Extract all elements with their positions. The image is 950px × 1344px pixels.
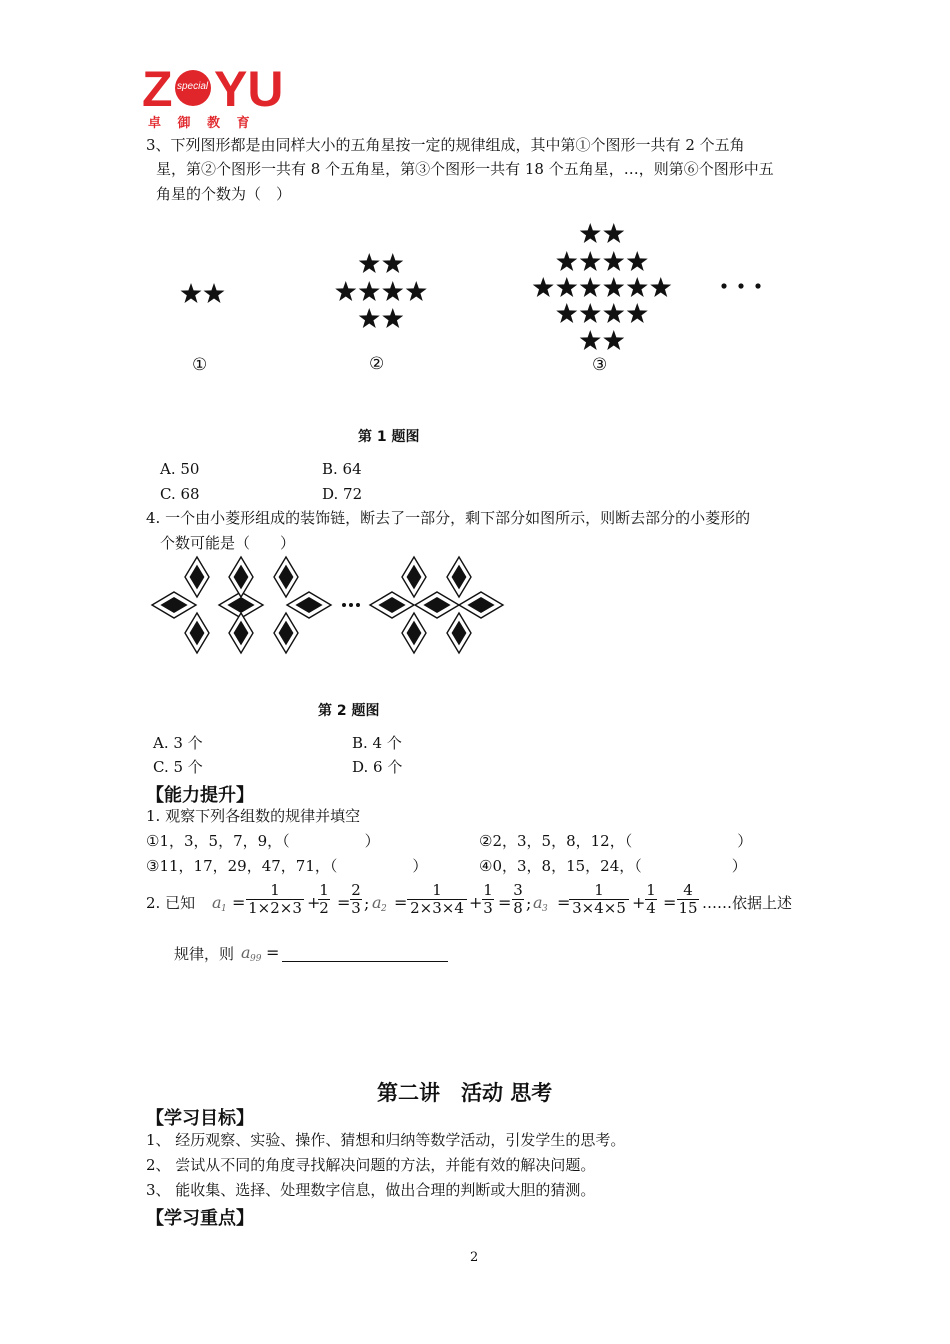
star-icon (382, 308, 403, 328)
rhombus-chain-figure (0, 555, 950, 655)
frac-8-den: 4 (646, 899, 656, 917)
page-number: 2 (470, 1250, 479, 1265)
frac-2-den: 2 (319, 899, 329, 917)
q4-option-c[interactable]: C. 5 个 (153, 758, 203, 776)
star-icon (382, 253, 403, 273)
logo-z: Z (142, 61, 173, 117)
q3-caption: 第 1 题图 (358, 429, 420, 445)
star-icon (603, 303, 624, 323)
a3-symbol: a (533, 893, 543, 912)
star-icon (359, 253, 380, 273)
plus-1: + (307, 893, 321, 912)
a1-symbol: a (212, 893, 222, 912)
frac-4-den: 2×3×4 (410, 899, 464, 917)
star-icon (335, 281, 356, 301)
eq-6: = (663, 893, 677, 912)
star-icon (556, 251, 577, 271)
frac-5 (482, 882, 494, 917)
a99-symbol: a (241, 943, 251, 962)
frac-3-den: 3 (351, 899, 361, 917)
frac-1-den: 1×2×3 (248, 899, 302, 917)
formula-tail: ……依据上述 (702, 894, 793, 912)
frac-6 (512, 882, 524, 917)
a1-sub: 1 (221, 904, 227, 914)
eq-1: = (232, 893, 246, 912)
logo-chinese: 卓 御 教 育 (148, 116, 256, 131)
q4-option-b[interactable]: B. 4 个 (352, 734, 402, 752)
frac-5-den: 3 (483, 899, 493, 917)
frac-7 (569, 882, 629, 917)
logo-badge-text: special (177, 81, 209, 92)
eq-5: = (557, 893, 571, 912)
figure-label-3: ③ (592, 355, 608, 375)
q3-option-b[interactable]: B. 64 (322, 460, 362, 478)
frac-8 (645, 882, 657, 917)
answer-blank[interactable] (282, 961, 448, 962)
goal-1: 1、 经历观察、实验、操作、猜想和归纳等数学活动，引发学生的思考。 (146, 1131, 626, 1149)
q3-line3: 角星的个数为（ ） (156, 185, 292, 203)
q3-option-a[interactable]: A. 50 (160, 460, 200, 478)
eq-2: = (337, 893, 351, 912)
goals-heading: 【学习目标】 (146, 1108, 254, 1129)
star-icon (580, 277, 601, 297)
sequence-1: ①1，3，5，7，9，（ ） (146, 832, 380, 850)
star-icon (556, 277, 577, 297)
frac-2-num: 1 (319, 881, 329, 899)
sequence-4: ④0，3，8，15，24，（ ） (479, 857, 747, 875)
sequence-3: ③11，17，29，47，71，（ ） (146, 857, 428, 875)
formula-lead: 2. 已知 (146, 894, 196, 912)
a2-sub: 2 (381, 904, 387, 914)
focus-heading: 【学习重点】 (146, 1208, 254, 1229)
star-icon (533, 277, 554, 297)
frac-1 (246, 882, 304, 917)
star-icon (627, 251, 648, 271)
semi-2: ; (526, 894, 532, 913)
chain-ellipsis (342, 603, 360, 607)
q3-line1: 3、下列图形都是由同样大小的五角星按一定的规律组成，其中第①个图形一共有 2 个五角 (146, 136, 745, 154)
star-icon (406, 281, 427, 301)
a3-sub: 3 (542, 904, 548, 914)
goal-3: 3、 能收集、选择、处理数字信息，做出合理的判断或大胆的猜测。 (146, 1181, 596, 1199)
frac-4-num: 1 (432, 881, 442, 899)
frac-6-num: 3 (513, 881, 523, 899)
frac-4 (407, 882, 467, 917)
q4-option-d[interactable]: D. 6 个 (352, 758, 403, 776)
q4-caption: 第 2 题图 (318, 703, 380, 719)
frac-9 (677, 882, 699, 917)
frac-7-den: 3×4×5 (572, 899, 626, 917)
a99-sub: 99 (250, 954, 262, 964)
frac-2 (318, 882, 330, 917)
star-figure (0, 0, 950, 420)
q4-line2: 个数可能是（ ） (160, 534, 296, 552)
logo-yu: YU (214, 61, 284, 117)
q3-option-c[interactable]: C. 68 (160, 485, 200, 503)
frac-6-den: 8 (513, 899, 523, 917)
rule-lead: 规律，则 (174, 945, 235, 963)
q4-line1: 4. 一个由小菱形组成的装饰链，断去了一部分，剩下部分如图所示，则断去部分的小菱形的 (146, 509, 751, 527)
frac-8-num: 1 (646, 881, 656, 899)
star-icon (204, 283, 225, 303)
star-icon (580, 223, 601, 243)
figure-label-2: ② (369, 354, 385, 374)
a2-symbol: a (372, 893, 382, 912)
frac-3 (350, 882, 362, 917)
star-icon (181, 283, 202, 303)
semi-1: ; (364, 894, 370, 913)
star-icon (556, 303, 577, 323)
frac-7-num: 1 (594, 881, 604, 899)
star-icon (359, 308, 380, 328)
goal-2: 2、 尝试从不同的角度寻找解决问题的方法，并能有效的解决问题。 (146, 1156, 596, 1174)
q3-line2: 星，第②个图形一共有 8 个五角星，第③个图形一共有 18 个五角星，…，则第⑥个图形中五 (156, 160, 774, 178)
star-icon (603, 223, 624, 243)
plus-2: + (469, 893, 483, 912)
eq-a99: = (266, 943, 280, 962)
frac-9-den: 15 (678, 899, 698, 917)
star-icon (627, 303, 648, 323)
star-icon (603, 251, 624, 271)
frac-5-num: 1 (483, 881, 493, 899)
ability-heading: 【能力提升】 (146, 785, 254, 806)
star-icon (627, 277, 648, 297)
sequence-2: ②2，3，5，8，12，（ ） (479, 832, 753, 850)
frac-9-num: 4 (683, 881, 693, 899)
q3-option-d[interactable]: D. 72 (322, 485, 363, 503)
frac-3-num: 2 (351, 881, 361, 899)
plus-3: + (632, 893, 646, 912)
eq-4: = (498, 893, 512, 912)
star-icon (603, 330, 624, 350)
figure-label-1: ① (192, 355, 208, 375)
eq-3: = (394, 893, 408, 912)
star-icon (650, 277, 671, 297)
ellipsis-dots (721, 283, 760, 288)
star-icon (580, 251, 601, 271)
q4-option-a[interactable]: A. 3 个 (153, 734, 203, 752)
star-icon (580, 330, 601, 350)
star-icon (603, 277, 624, 297)
ability-p1: 1. 观察下列各组数的规律并填空 (146, 807, 361, 825)
star-icon (382, 281, 403, 301)
lecture-title: 第二讲 活动 思考 (377, 1081, 553, 1105)
frac-1-num: 1 (270, 881, 280, 899)
star-icon (580, 303, 601, 323)
star-icon (359, 281, 380, 301)
